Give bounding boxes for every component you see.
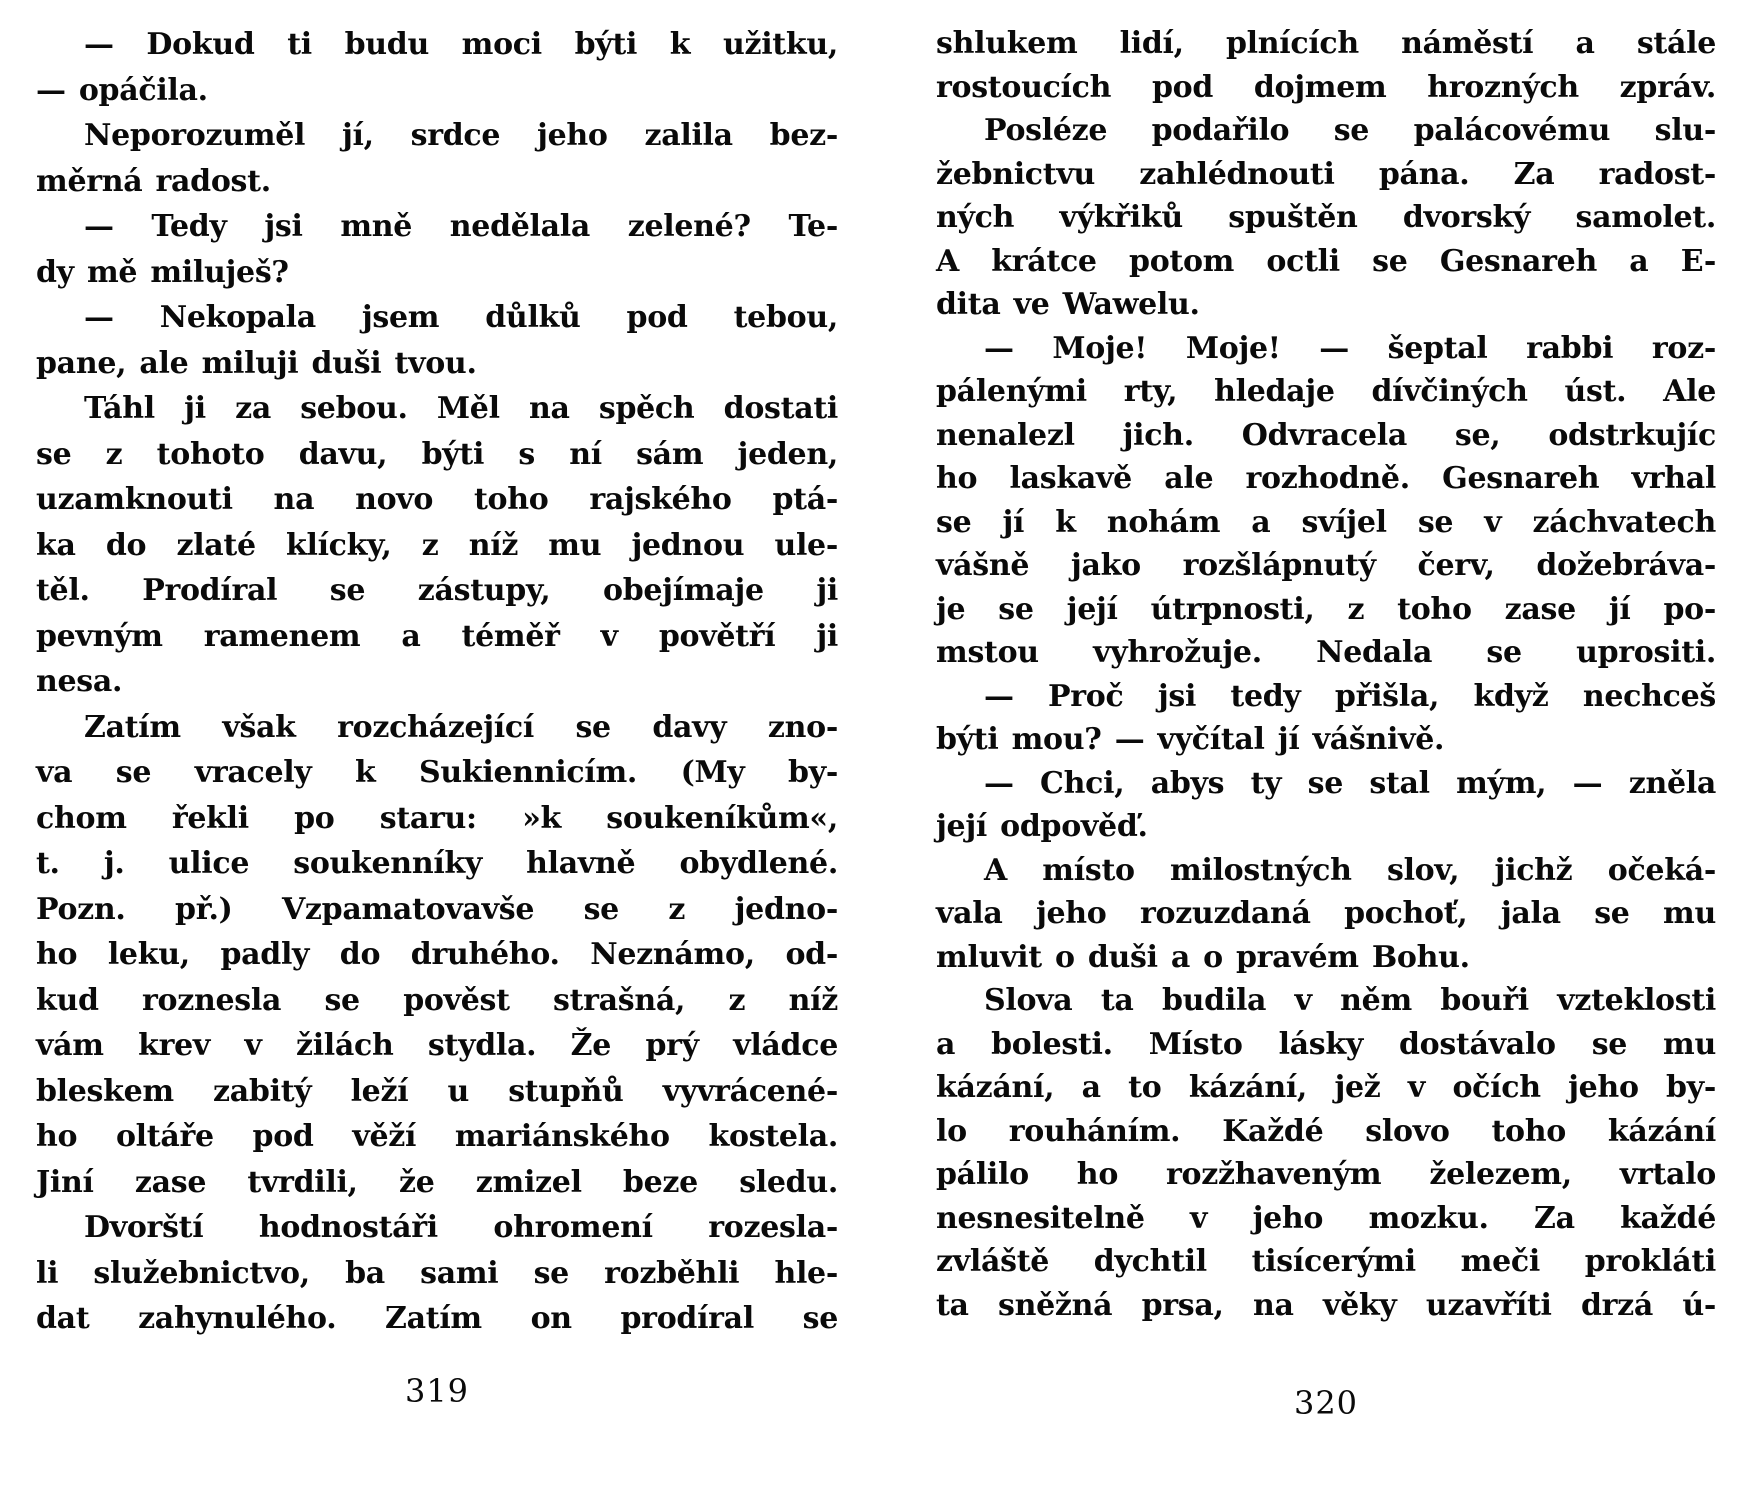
page-right-text (936, 22, 1716, 1327)
text-line: žebnictvu zahlédnouti pána. Za radost- (936, 156, 1716, 192)
text-line: kud roznesla se pověst strašná, z níž (36, 982, 838, 1018)
page-right-number: 320 (1293, 1384, 1359, 1422)
text-line: rostoucích pod dojmem hrozných zpráv. (936, 69, 1716, 105)
text-line: pálilo ho rozžhaveným železem, vrtalo (936, 1157, 1716, 1192)
text-line: pálenými rty, hledaje dívčiných úst. Ale (936, 374, 1716, 409)
text-line: Pozn. př.) Vzpamatovavše se z jedno- (36, 891, 838, 927)
text-line: ho leku, padly do druhého. Neznámo, od- (36, 937, 838, 972)
paragraph (36, 22, 838, 113)
paragraph (36, 386, 838, 705)
text-line: li služebnictvo, ba sami se rozběhli hle- (36, 1255, 838, 1291)
paragraph (36, 295, 838, 386)
text-line: ho laskavě ale rozhodně. Gesnareh vrhal (936, 461, 1716, 496)
text-line: Zatím však rozcházející se davy zno- (84, 709, 838, 745)
paragraph (936, 849, 1716, 980)
text-line: její odpověď. (936, 809, 1148, 844)
text-line: shlukem lidí, plnících náměstí a stále (936, 26, 1716, 61)
text-line: Táhl ji za sebou. Měl na spěch dostati (84, 391, 838, 426)
text-line: lo rouháním. Každé slovo toho kázání (936, 1113, 1716, 1149)
text-line: Neporozuměl jí, srdce jeho zalila bez- (84, 118, 838, 153)
paragraph (936, 675, 1716, 762)
text-line: nesa. (36, 664, 123, 699)
paragraph (36, 705, 838, 1206)
text-line: Dvorští hodnostáři ohromení rozesla- (84, 1210, 838, 1245)
text-line: uzamknouti na novo toho rajského ptá- (36, 482, 838, 517)
text-line: — Proč jsi tedy přišla, když nechceš (984, 678, 1716, 714)
paragraph (936, 22, 1716, 109)
text-line: A krátce potom octli se Gesnareh a E- (936, 243, 1716, 279)
text-line: se jí k nohám a svíjel se v záchvatech (936, 504, 1716, 540)
text-line: těl. Prodíral se zástupy, obejímaje ji (36, 573, 838, 608)
text-line: chom řekli po staru: »k soukeníkům«, (36, 800, 838, 836)
text-line: kázání, a to kázání, jež v očích jeho by- (936, 1070, 1716, 1105)
paragraph (936, 762, 1716, 849)
paragraph (936, 109, 1716, 327)
text-line: dy mě miluješ? (36, 254, 289, 290)
text-line: nesnesitelně v jeho mozku. Za každé (936, 1200, 1716, 1236)
text-line: A místo milostných slov, jichž očeká- (984, 852, 1716, 888)
text-line: — Dokud ti budu moci býti k užitku, (84, 27, 838, 62)
text-line: va se vracely k Sukiennicím. (My by- (36, 755, 838, 790)
text-line: Jiní zase tvrdili, že zmizel beze sledu. (36, 1164, 838, 1200)
text-line: vám krev v žilách stydla. Že prý vládce (36, 1028, 838, 1063)
text-line: vala jeho rozuzdaná pochoť, jala se mu (936, 896, 1716, 931)
paragraph (936, 979, 1716, 1327)
text-line: vášně jako rozšlápnutý červ, dožebráva- (936, 548, 1716, 583)
text-line: pevným ramenem a téměř v povětří ji (36, 618, 838, 654)
text-line: zvláště dychtil tisícerými meči prokláti (936, 1244, 1716, 1279)
text-line: nenalezl jich. Odvracela se, odstrkujíc (936, 417, 1716, 453)
paragraph (36, 1205, 838, 1342)
text-line: t. j. ulice soukenníky hlavně obydlené. (36, 846, 838, 881)
text-line: dat zahynulého. Zatím on prodíral se (36, 1301, 838, 1336)
page-left-text (36, 22, 838, 1342)
text-line: ných výkřiků spuštěn dvorský samolet. (936, 200, 1716, 235)
paragraph (936, 327, 1716, 675)
text-line: a bolesti. Místo lásky dostávalo se mu (936, 1026, 1716, 1062)
text-line: — opáčila. (36, 72, 208, 108)
text-line: bleskem zabitý leží u stupňů vyvrácené- (36, 1073, 838, 1109)
text-line: — Chci, abys ty se stal mým, — zněla (984, 765, 1716, 801)
paragraph (36, 204, 838, 295)
paragraph (36, 113, 838, 204)
page-left-number: 319 (404, 1372, 470, 1410)
text-line: mluvit o duši a o pravém Bohu. (936, 939, 1470, 975)
text-line: býti mou? — vyčítal jí vášnivě. (936, 722, 1445, 757)
text-line: Posléze podařilo se palácovému slu- (984, 113, 1716, 148)
text-line: Slova ta budila v něm bouři vzteklosti (984, 983, 1716, 1018)
text-line: je se její útrpnosti, z toho zase jí po- (936, 591, 1716, 627)
text-line: — Tedy jsi mně nedělala zelené? Te- (84, 209, 838, 244)
text-line: ta sněžná prsa, na věky uzavříti drzá ú- (936, 1287, 1716, 1323)
text-line: měrná radost. (36, 163, 271, 199)
text-line: dita ve Wawelu. (936, 287, 1200, 322)
text-line: pane, ale miluji duši tvou. (36, 345, 477, 381)
text-line: — Nekopala jsem důlků pod tebou, (84, 300, 838, 335)
text-line: mstou vyhrožuje. Nedala se uprositi. (936, 635, 1716, 670)
text-line: ho oltáře pod věží mariánského kostela. (36, 1119, 838, 1154)
text-line: ka do zlaté klícky, z níž mu jednou ule- (36, 527, 838, 563)
text-line: — Moje! Moje! — šeptal rabbi roz- (984, 330, 1716, 366)
text-line: se z tohoto davu, býti s ní sám jeden, (36, 436, 838, 472)
